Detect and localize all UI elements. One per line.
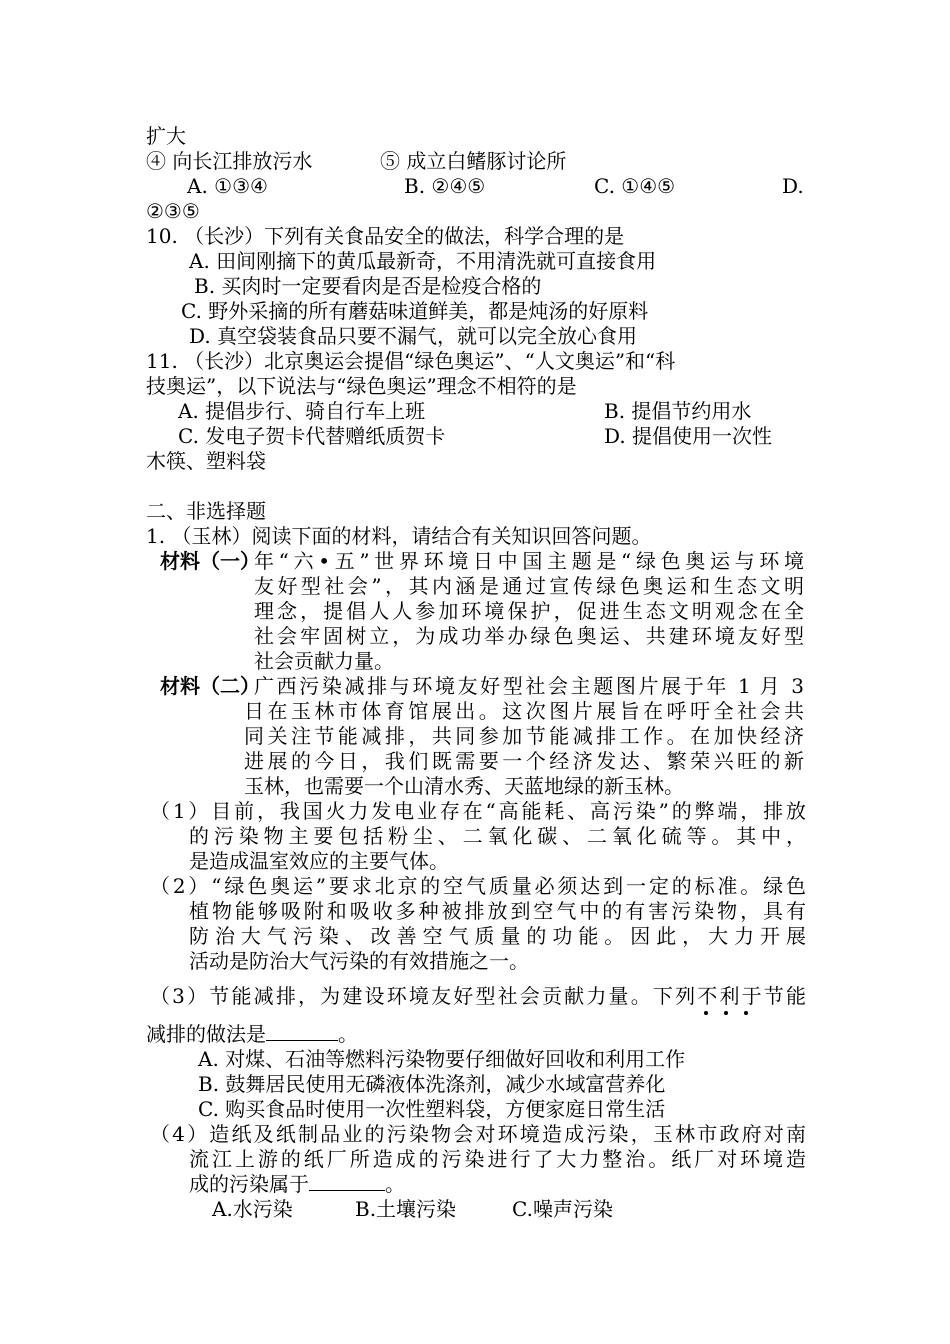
answer-blank[interactable]	[266, 1022, 338, 1041]
material-2-line: 同关注节能减排，共同参加节能减排工作。在加快经济	[244, 724, 804, 748]
q10-option-c: C. 野外采摘的所有蘑菇味道鲜美，都是炖汤的好原料	[181, 299, 649, 323]
q9-choice-d-cont: ②③⑤	[146, 199, 200, 223]
material-2-label: 材料（二）	[160, 674, 260, 698]
part-1-line: 的污染物主要包括粉尘、二氧化碳、二氧化硫等。其中，	[189, 824, 806, 848]
part-3-option-c: C. 购买食品时使用一次性塑料袋，方便家庭日常生活	[198, 1097, 666, 1121]
material-1-line: 理念，提倡人人参加环境保护，促进生态文明观念在全	[254, 599, 804, 623]
part-1-line: （1）目前，我国火力发电业存在“高能耗、高污染”的弊端，排放	[150, 799, 806, 823]
q11-option-a: A. 提倡步行、骑自行车上班	[178, 399, 426, 423]
material-1-line: 社会贡献力量。	[254, 649, 394, 673]
material-2-line: 广西污染减排与环境友好型社会主题图片展于年 1 月 3	[254, 674, 804, 698]
q9-choice-c: C. ①④⑤	[594, 174, 676, 198]
q9-option-5: ⑤ 成立白鳍豚讨论所	[380, 149, 567, 173]
part-1-line: 是造成温室效应的主要气体。	[189, 849, 449, 873]
q10-stem: 10. （长沙）下列有关食品安全的做法，科学合理的是	[146, 224, 625, 248]
material-2-line: 玉林，也需要一个山清水秀、天蓝地绿的新玉林。	[244, 774, 684, 798]
q11-option-d: D. 提倡使用一次性	[604, 424, 773, 448]
q9-choice-a: A. ①③④	[187, 174, 268, 198]
q9-choice-d: D.	[782, 174, 804, 198]
q10-option-d: D. 真空袋装食品只要不漏气，就可以完全放心食用	[189, 324, 638, 348]
part-3-option-a: A. 对煤、石油等燃料污染物要仔细做好回收和利用工作	[198, 1047, 686, 1071]
q11-option-b: B. 提倡节约用水	[604, 399, 752, 423]
material-2-line: 进展的今日，我们既需要一个经济发达、繁荣兴旺的新	[244, 749, 804, 773]
material-1-line: 友好型社会”，其内涵是通过宣传绿色奥运和生态文明	[254, 574, 804, 598]
part-4-option-c: C.噪声污染	[512, 1197, 613, 1221]
material-2-line: 日在玉林市体育馆展出。这次图片展旨在呼吁全社会共	[244, 699, 804, 723]
part-2-line: 活动是防治大气污染的有效措施之一。	[189, 949, 529, 973]
part-2-line: （2）“绿色奥运”要求北京的空气质量必须达到一定的标准。绿色	[150, 874, 806, 898]
q11-stem-line2: 技奥运”，以下说法与“绿色奥运”理念不相符的是	[146, 374, 577, 398]
part-4-line: （4）造纸及纸制品业的污染物会对环境造成污染，玉林市政府对南	[150, 1122, 806, 1146]
q11-stem-line1: 11. （长沙）北京奥运会提倡“绿色奥运”、“人文奥运”和“科	[146, 349, 676, 373]
q1-stem: 1. （玉林）阅读下面的材料，请结合有关知识回答问题。	[146, 524, 652, 548]
part-4-option-a: A.水污染	[212, 1197, 293, 1221]
q10-option-a: A. 田间刚摘下的黄瓜最新奇，不用清洗就可直接食用	[189, 249, 657, 273]
q11-option-c: C. 发电子贺卡代替赠纸质贺卡	[178, 424, 446, 448]
part-4-option-b: B.土壤污染	[355, 1197, 457, 1221]
part-4-line3: 成的污染属于 。	[189, 1172, 405, 1196]
q10-option-b: B. 买肉时一定要看肉是否是检疫合格的	[194, 274, 542, 298]
section-title: 二、非选择题	[146, 499, 266, 523]
q9-continuation: 扩大	[146, 124, 186, 148]
part-2-line: 防治大气污染、改善空气质量的功能。因此，大力开展	[189, 924, 806, 948]
part-3-line2: 减排的做法是 。	[146, 1022, 358, 1046]
answer-blank[interactable]	[309, 1172, 385, 1191]
part-3-option-b: B. 鼓舞居民使用无磷液体洗涤剂，减少水域富营养化	[198, 1072, 666, 1096]
material-1-label: 材料（一）	[160, 549, 260, 573]
part-2-line: 植物能够吸附和吸收多种被排放到空气中的有害污染物，具有	[189, 899, 806, 923]
part-3-line: （3）节能减排，为建设环境友好型社会贡献力量。下列不利于节能	[150, 984, 806, 1008]
material-1-line: 年“六•五”世界环境日中国主题是“绿色奥运与环境	[254, 549, 804, 573]
material-1-line: 社会牢固树立，为成功举办绿色奥运、共建环境友好型	[254, 624, 804, 648]
q9-choice-b: B. ②④⑤	[404, 174, 486, 198]
q9-option-4: ④ 向长江排放污水	[146, 149, 313, 173]
q11-option-d-cont: 木筷、塑料袋	[146, 449, 266, 473]
part-4-line: 流江上游的纸厂所造成的污染进行了大力整治。纸厂对环境造	[189, 1147, 806, 1171]
